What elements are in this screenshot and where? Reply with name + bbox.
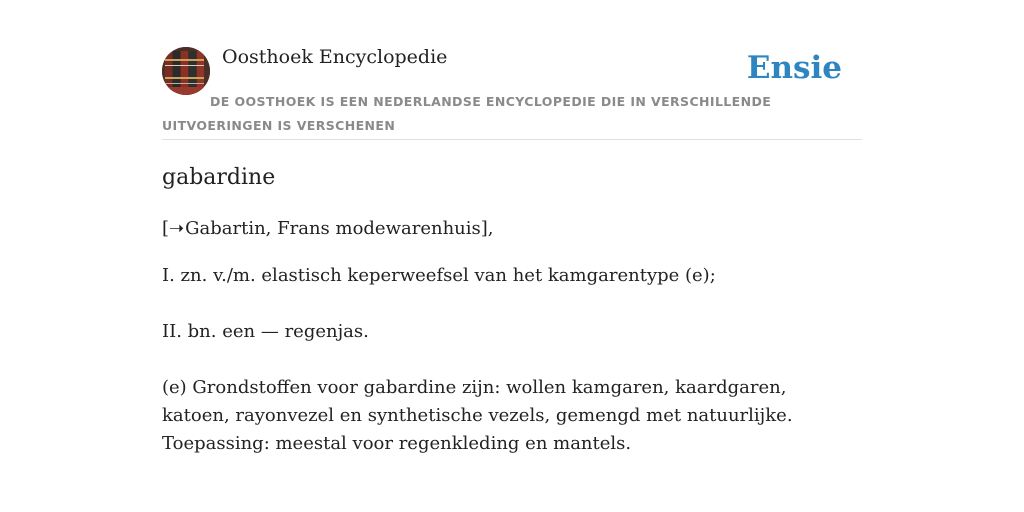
etymology-open-bracket: [ — [162, 218, 170, 239]
etymology-link[interactable]: Gabartin, Frans modewarenhuis], — [185, 218, 494, 239]
sense-2: II. bn. een — regenjas. — [162, 321, 369, 342]
etymology — [162, 215, 862, 243]
site-title[interactable]: Oosthoek Encyclopedie — [222, 46, 448, 68]
brand-logo-link[interactable]: Ensie — [746, 50, 842, 86]
site-subtitle: DE OOSTHOEK IS EEN NEDERLANDSE ENCYCLOPEDIE DIE IN VERSCHILLENDE UITVOERINGEN IS VERSCHENEN — [162, 94, 772, 133]
entry-note: (e) Grondstoffen voor gabardine zijn: wollen kamgaren, kaardgaren, katoen, rayonvezel en synthetische vezels, gemengd met natuurlijke. Toepassing: meestal voor regenkleding en mantels. — [162, 377, 793, 454]
sense-1: I. zn. v./m. elastisch keperweefsel van het kamgarentype (e); — [162, 265, 716, 286]
entry-content — [162, 162, 862, 458]
site-header — [162, 46, 862, 140]
encyclopedia-books-icon[interactable] — [162, 47, 210, 95]
arrow-right-icon: ➝ — [169, 218, 185, 239]
entry-title: gabardine — [162, 165, 276, 190]
